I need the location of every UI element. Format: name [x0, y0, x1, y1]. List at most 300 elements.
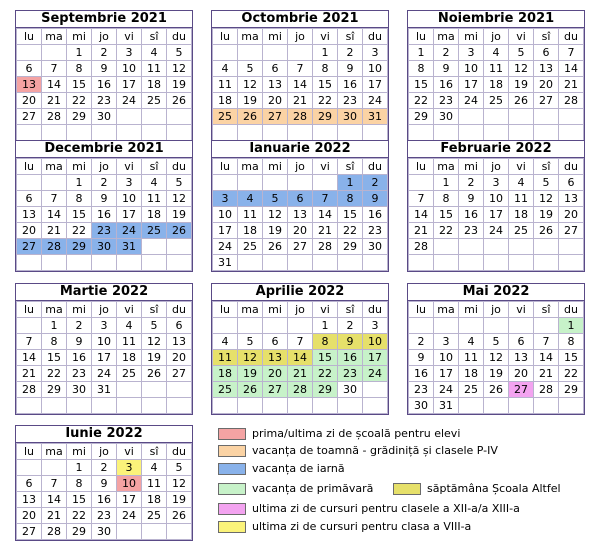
- day-cell: [142, 239, 167, 255]
- day-cell: 24: [92, 366, 117, 382]
- day-cell: 15: [67, 492, 92, 508]
- day-cell: 18: [142, 492, 167, 508]
- day-cell: 16: [363, 207, 388, 223]
- day-cell: 2: [434, 45, 459, 61]
- day-cell: [263, 255, 288, 271]
- day-cell: 14: [288, 350, 313, 366]
- weekday-header-row: [17, 29, 192, 45]
- weekday-header-row: [213, 29, 388, 45]
- weekday-label: vi: [117, 444, 142, 460]
- day-cell: [213, 175, 238, 191]
- day-cell: 31: [213, 255, 238, 271]
- weekday-header-row: [409, 302, 584, 318]
- month-title: Ianuarie 2022: [212, 141, 388, 158]
- week-row: [17, 175, 192, 191]
- day-cell: 6: [17, 61, 42, 77]
- day-cell: 13: [509, 350, 534, 366]
- day-cell: 26: [238, 382, 263, 398]
- day-cell: 23: [338, 93, 363, 109]
- day-cell: 20: [559, 207, 584, 223]
- calendar-mai-2022: [407, 283, 585, 415]
- day-cell: [117, 109, 142, 125]
- week-row: [213, 239, 388, 255]
- day-cell: 2: [92, 175, 117, 191]
- weekday-label: mi: [67, 159, 92, 175]
- day-cell: 7: [42, 191, 67, 207]
- day-cell: 10: [92, 334, 117, 350]
- day-cell: 10: [459, 61, 484, 77]
- day-cell: 11: [459, 350, 484, 366]
- day-cell: [117, 398, 142, 414]
- day-cell: 30: [409, 398, 434, 414]
- weekday-label: du: [559, 302, 584, 318]
- weekday-label: sî: [338, 29, 363, 45]
- day-cell: [459, 255, 484, 271]
- day-cell: 13: [167, 334, 192, 350]
- day-cell: 24: [117, 93, 142, 109]
- day-cell: [238, 398, 263, 414]
- week-row: [17, 350, 192, 366]
- day-cell: 9: [67, 334, 92, 350]
- day-cell: 23: [67, 366, 92, 382]
- day-cell: 29: [313, 382, 338, 398]
- week-row: [213, 207, 388, 223]
- day-cell: 15: [67, 77, 92, 93]
- day-cell: 6: [167, 318, 192, 334]
- day-cell: 12: [484, 350, 509, 366]
- day-cell: 14: [534, 350, 559, 366]
- weekday-label: du: [167, 444, 192, 460]
- month-grid: [16, 301, 192, 414]
- day-cell: 8: [313, 334, 338, 350]
- day-cell: [42, 255, 67, 271]
- day-cell: 26: [167, 93, 192, 109]
- day-cell: 19: [167, 492, 192, 508]
- day-cell: [238, 45, 263, 61]
- weekday-label: lu: [409, 159, 434, 175]
- legend-autumn-break: [218, 444, 498, 457]
- day-cell: [484, 398, 509, 414]
- day-cell: 5: [534, 175, 559, 191]
- day-cell: 19: [238, 366, 263, 382]
- day-cell: 4: [484, 45, 509, 61]
- day-cell: 14: [313, 207, 338, 223]
- day-cell: 31: [117, 239, 142, 255]
- legend-school-other-week: [393, 482, 561, 495]
- day-cell: 12: [167, 61, 192, 77]
- day-cell: 10: [434, 350, 459, 366]
- day-cell: 2: [338, 318, 363, 334]
- day-cell: 8: [409, 61, 434, 77]
- day-cell: [363, 382, 388, 398]
- day-cell: 18: [213, 93, 238, 109]
- day-cell: [434, 255, 459, 271]
- day-cell: 2: [459, 175, 484, 191]
- week-row: [213, 175, 388, 191]
- day-cell: 4: [238, 191, 263, 207]
- weekday-header-row: [409, 159, 584, 175]
- day-cell: [17, 175, 42, 191]
- day-cell: 11: [142, 61, 167, 77]
- weekday-label: mi: [459, 29, 484, 45]
- weekday-label: vi: [117, 302, 142, 318]
- day-cell: 2: [338, 45, 363, 61]
- week-row: [213, 77, 388, 93]
- month-grid: [16, 443, 192, 540]
- day-cell: [484, 239, 509, 255]
- day-cell: 20: [263, 93, 288, 109]
- day-cell: [142, 398, 167, 414]
- day-cell: 9: [434, 61, 459, 77]
- week-row: [409, 255, 584, 271]
- day-cell: 1: [338, 175, 363, 191]
- day-cell: 13: [288, 207, 313, 223]
- day-cell: 3: [213, 191, 238, 207]
- day-cell: 3: [117, 45, 142, 61]
- day-cell: [17, 125, 42, 141]
- day-cell: [459, 398, 484, 414]
- weekday-label: vi: [313, 29, 338, 45]
- day-cell: 8: [67, 476, 92, 492]
- week-row: [409, 61, 584, 77]
- weekday-label: du: [167, 29, 192, 45]
- day-cell: 14: [409, 207, 434, 223]
- week-row: [213, 318, 388, 334]
- day-cell: [363, 125, 388, 141]
- day-cell: 28: [17, 382, 42, 398]
- day-cell: 9: [409, 350, 434, 366]
- day-cell: 18: [117, 350, 142, 366]
- day-cell: 29: [409, 109, 434, 125]
- day-cell: [167, 524, 192, 540]
- day-cell: 7: [409, 191, 434, 207]
- day-cell: 27: [509, 382, 534, 398]
- weekday-label: vi: [313, 302, 338, 318]
- week-row: [17, 239, 192, 255]
- day-cell: 23: [338, 366, 363, 382]
- week-row: [17, 492, 192, 508]
- day-cell: 19: [484, 366, 509, 382]
- day-cell: 23: [92, 93, 117, 109]
- day-cell: 31: [434, 398, 459, 414]
- swatch-winter-break: [218, 463, 246, 475]
- day-cell: [167, 109, 192, 125]
- day-cell: 30: [434, 109, 459, 125]
- month-title: Octombrie 2021: [212, 11, 388, 28]
- day-cell: 1: [67, 175, 92, 191]
- day-cell: [559, 398, 584, 414]
- day-cell: 27: [288, 239, 313, 255]
- day-cell: [167, 382, 192, 398]
- calendar-decembrie-2021: [15, 140, 193, 272]
- day-cell: [484, 318, 509, 334]
- weekday-label: lu: [409, 29, 434, 45]
- day-cell: 7: [534, 334, 559, 350]
- day-cell: [167, 255, 192, 271]
- day-cell: 29: [559, 382, 584, 398]
- weekday-label: lu: [17, 29, 42, 45]
- day-cell: 19: [167, 77, 192, 93]
- day-cell: 7: [288, 334, 313, 350]
- day-cell: 11: [238, 207, 263, 223]
- week-row: [409, 398, 584, 414]
- day-cell: [117, 125, 142, 141]
- day-cell: 11: [213, 77, 238, 93]
- day-cell: 22: [42, 366, 67, 382]
- day-cell: 13: [263, 350, 288, 366]
- week-row: [409, 366, 584, 382]
- day-cell: 26: [142, 366, 167, 382]
- week-row: [17, 223, 192, 239]
- day-cell: 27: [559, 223, 584, 239]
- day-cell: [263, 398, 288, 414]
- month-title: Noiembrie 2021: [408, 11, 584, 28]
- week-row: [409, 109, 584, 125]
- weekday-label: lu: [213, 302, 238, 318]
- weekday-label: mi: [459, 302, 484, 318]
- legend-label: săptămâna Școala Altfel: [427, 482, 561, 495]
- day-cell: 2: [92, 460, 117, 476]
- day-cell: [534, 318, 559, 334]
- week-row: [17, 109, 192, 125]
- day-cell: 3: [459, 45, 484, 61]
- day-cell: 5: [238, 61, 263, 77]
- day-cell: [238, 255, 263, 271]
- day-cell: 26: [167, 508, 192, 524]
- day-cell: 18: [484, 77, 509, 93]
- weekday-label: sî: [142, 444, 167, 460]
- day-cell: [263, 318, 288, 334]
- week-row: [213, 45, 388, 61]
- swatch-xii-xiii-last-day: [218, 503, 246, 515]
- day-cell: [313, 175, 338, 191]
- legend-label: prima/ultima zi de școală pentru elevi: [252, 427, 461, 440]
- day-cell: 29: [67, 239, 92, 255]
- day-cell: [338, 398, 363, 414]
- week-row: [409, 191, 584, 207]
- weekday-label: lu: [213, 29, 238, 45]
- weekday-label: ma: [42, 29, 67, 45]
- day-cell: 7: [559, 45, 584, 61]
- day-cell: 11: [142, 191, 167, 207]
- weekday-label: sî: [338, 302, 363, 318]
- weekday-header-row: [409, 29, 584, 45]
- day-cell: 10: [117, 191, 142, 207]
- day-cell: 20: [509, 366, 534, 382]
- weekday-label: sî: [142, 29, 167, 45]
- weekday-label: lu: [409, 302, 434, 318]
- day-cell: 23: [92, 508, 117, 524]
- day-cell: 28: [288, 382, 313, 398]
- day-cell: 14: [42, 77, 67, 93]
- weekday-label: du: [363, 302, 388, 318]
- month-grid: [212, 158, 388, 271]
- day-cell: 15: [409, 77, 434, 93]
- day-cell: 21: [17, 366, 42, 382]
- day-cell: 23: [434, 93, 459, 109]
- day-cell: 8: [338, 191, 363, 207]
- day-cell: [409, 255, 434, 271]
- weekday-label: mi: [263, 29, 288, 45]
- day-cell: [17, 255, 42, 271]
- day-cell: 21: [409, 223, 434, 239]
- day-cell: 6: [534, 45, 559, 61]
- day-cell: 22: [338, 223, 363, 239]
- day-cell: 6: [559, 175, 584, 191]
- swatch-spring-break: [218, 483, 246, 495]
- day-cell: 25: [142, 223, 167, 239]
- day-cell: 23: [409, 382, 434, 398]
- day-cell: [509, 125, 534, 141]
- weekday-label: jo: [288, 302, 313, 318]
- day-cell: 13: [17, 207, 42, 223]
- week-row: [213, 109, 388, 125]
- day-cell: 5: [509, 45, 534, 61]
- day-cell: [42, 398, 67, 414]
- week-row: [409, 382, 584, 398]
- day-cell: 3: [363, 45, 388, 61]
- day-cell: 12: [509, 61, 534, 77]
- day-cell: 13: [17, 492, 42, 508]
- day-cell: 17: [117, 207, 142, 223]
- day-cell: 17: [484, 207, 509, 223]
- weekday-label: mi: [67, 444, 92, 460]
- day-cell: 25: [213, 382, 238, 398]
- day-cell: 9: [92, 476, 117, 492]
- day-cell: 27: [263, 382, 288, 398]
- month-grid: [408, 301, 584, 414]
- day-cell: 4: [142, 460, 167, 476]
- day-cell: 14: [559, 61, 584, 77]
- day-cell: 18: [238, 223, 263, 239]
- day-cell: 28: [288, 109, 313, 125]
- weekday-label: vi: [509, 159, 534, 175]
- legend-label: vacanța de toamnă - grădiniță și clasele P-IV: [252, 444, 498, 457]
- day-cell: 16: [92, 77, 117, 93]
- calendar-octombrie-2021: [211, 10, 389, 142]
- day-cell: 8: [67, 191, 92, 207]
- day-cell: [484, 255, 509, 271]
- weekday-label: ma: [434, 159, 459, 175]
- day-cell: 19: [167, 207, 192, 223]
- day-cell: [288, 45, 313, 61]
- day-cell: 6: [17, 191, 42, 207]
- day-cell: 10: [363, 334, 388, 350]
- day-cell: 16: [67, 350, 92, 366]
- week-row: [17, 382, 192, 398]
- day-cell: 12: [238, 77, 263, 93]
- day-cell: 2: [409, 334, 434, 350]
- day-cell: 4: [142, 175, 167, 191]
- day-cell: 27: [17, 239, 42, 255]
- weekday-label: jo: [288, 29, 313, 45]
- day-cell: [142, 255, 167, 271]
- month-grid: [16, 28, 192, 141]
- day-cell: 26: [534, 223, 559, 239]
- day-cell: [409, 318, 434, 334]
- day-cell: [117, 524, 142, 540]
- day-cell: 21: [559, 77, 584, 93]
- day-cell: 14: [42, 207, 67, 223]
- weekday-label: du: [363, 159, 388, 175]
- day-cell: 29: [338, 239, 363, 255]
- day-cell: 18: [509, 207, 534, 223]
- day-cell: [288, 255, 313, 271]
- day-cell: 30: [92, 109, 117, 125]
- day-cell: 4: [509, 175, 534, 191]
- day-cell: 3: [92, 318, 117, 334]
- day-cell: [42, 460, 67, 476]
- day-cell: 24: [434, 382, 459, 398]
- week-row: [409, 125, 584, 141]
- day-cell: 28: [42, 239, 67, 255]
- week-row: [17, 398, 192, 414]
- weekday-label: ma: [434, 29, 459, 45]
- day-cell: 8: [559, 334, 584, 350]
- day-cell: 12: [142, 334, 167, 350]
- day-cell: 23: [92, 223, 117, 239]
- day-cell: 21: [42, 508, 67, 524]
- day-cell: 26: [484, 382, 509, 398]
- day-cell: 1: [67, 45, 92, 61]
- day-cell: [534, 125, 559, 141]
- week-row: [17, 508, 192, 524]
- day-cell: [484, 125, 509, 141]
- day-cell: [42, 125, 67, 141]
- weekday-label: du: [167, 159, 192, 175]
- day-cell: 11: [509, 191, 534, 207]
- day-cell: [288, 125, 313, 141]
- month-title: Februarie 2022: [408, 141, 584, 158]
- day-cell: [142, 382, 167, 398]
- day-cell: 25: [117, 366, 142, 382]
- day-cell: 6: [263, 334, 288, 350]
- weekday-label: jo: [484, 29, 509, 45]
- legend-spring-break: [218, 482, 373, 495]
- week-row: [409, 223, 584, 239]
- day-cell: [363, 398, 388, 414]
- day-cell: [238, 318, 263, 334]
- day-cell: 20: [263, 366, 288, 382]
- weekday-label: vi: [509, 302, 534, 318]
- day-cell: 3: [117, 460, 142, 476]
- day-cell: 21: [288, 93, 313, 109]
- day-cell: 25: [509, 223, 534, 239]
- day-cell: 12: [167, 191, 192, 207]
- day-cell: 22: [313, 93, 338, 109]
- day-cell: 2: [67, 318, 92, 334]
- week-row: [409, 93, 584, 109]
- weekday-label: jo: [92, 444, 117, 460]
- day-cell: 9: [459, 191, 484, 207]
- day-cell: 30: [92, 524, 117, 540]
- day-cell: 13: [534, 61, 559, 77]
- day-cell: [534, 398, 559, 414]
- day-cell: [313, 255, 338, 271]
- month-grid: [212, 301, 388, 414]
- day-cell: 17: [459, 77, 484, 93]
- day-cell: 7: [42, 476, 67, 492]
- day-cell: 29: [42, 382, 67, 398]
- weekday-label: jo: [92, 29, 117, 45]
- day-cell: [459, 109, 484, 125]
- day-cell: 28: [534, 382, 559, 398]
- day-cell: 28: [559, 93, 584, 109]
- day-cell: 17: [117, 492, 142, 508]
- weekday-header-row: [17, 159, 192, 175]
- day-cell: 16: [92, 207, 117, 223]
- day-cell: 11: [142, 476, 167, 492]
